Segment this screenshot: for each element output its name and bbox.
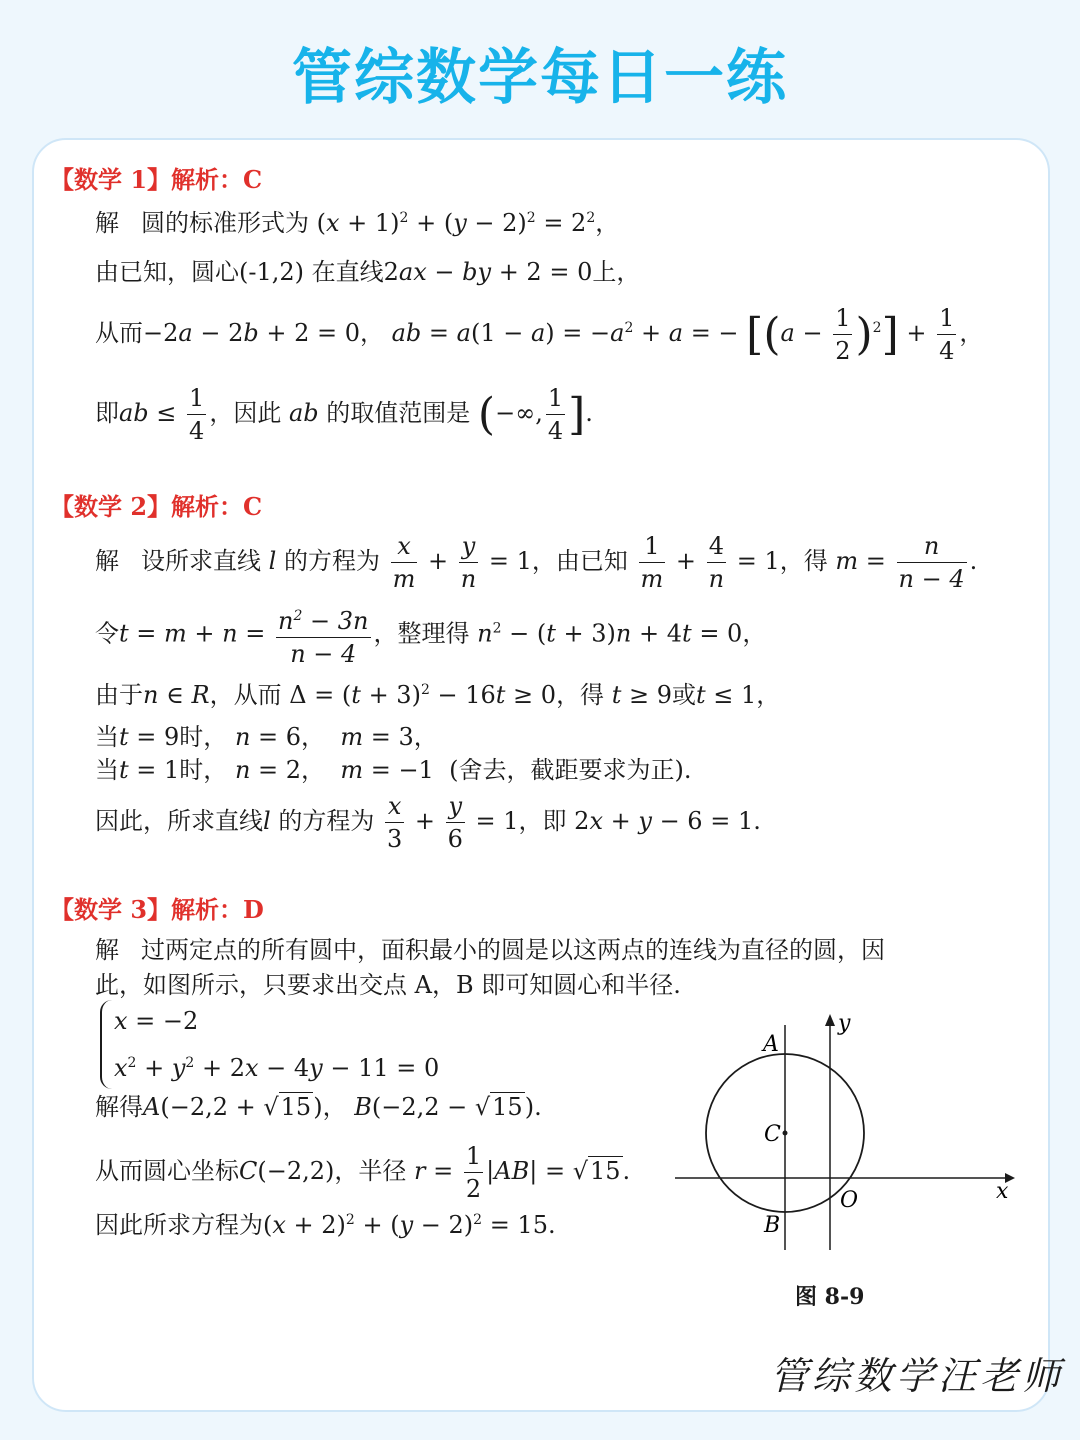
p1-line-1: 解 圆的标准形式为 $(x + 1)^2 + (y - 2)^2 = 2^2$， xyxy=(95,209,620,237)
p2-line-2: 令t = m + n = $\frac{n^2 - 3n}{n - 4}$ ，整理得 $n^2 - (t + 3)n + 4t = 0$， xyxy=(95,600,766,670)
problem-3-header: 【数学 3】解析：D xyxy=(50,895,264,924)
p2-line-4: 当t = 9时， n = 6， m = 3， xyxy=(95,723,438,751)
label-A: A xyxy=(763,1032,779,1057)
y-axis-arrow xyxy=(825,1014,835,1026)
p3-line-2: 此，如图所示，只要求出交点 A，B 即可知圆心和半径. xyxy=(95,971,681,999)
p1-line-2: 由已知，圆心(-1,2) 在直线2ax − by + 2 = 0上， xyxy=(95,258,641,286)
p3-line-5: 因此所求方程为$(x + 2)^2 + (y - 2)^2 = 15$. xyxy=(95,1211,556,1239)
label-O: O xyxy=(840,1188,859,1213)
label-C: C xyxy=(764,1122,781,1147)
figure-caption: 图 8-9 xyxy=(795,1284,865,1310)
center-point xyxy=(783,1131,788,1136)
p3-line-3: 解得A(−2,2 + √15)， B(−2,2 − √15). xyxy=(95,1093,542,1121)
p2-line-6: 因此，所求直线l 的方程为 $\frac{x}{3}$ + $\frac{y}{6}$ = 1，即 2x + y − 6 = 1. xyxy=(95,792,761,853)
label-x: x xyxy=(996,1179,1009,1204)
p3-line-4: 从而圆心坐标C(−2,2)，半径 r = $\frac{1}{2}$ |AB| = √15. xyxy=(95,1142,631,1203)
problem-2-header: 【数学 2】解析：C xyxy=(50,492,263,521)
p2-line-3: 由于n ∈ R，从而 $\Delta = (t + 3)^2 - 16t \ge 0$，得 t ≥ 9或t ≤ 1， xyxy=(95,681,781,709)
p1-line-4: 即ab ≤ $\frac{1}{4}$ ，因此 ab 的取值范围是 (−∞, $\frac{1}{4}$ ]. xyxy=(95,384,593,445)
p2-line-1: 解 设所求直线 l 的方程为 $\frac{x}{m}$ + $\frac{y}{n}$ = 1，由已知 $\frac{1}{m}$ + $\frac{4}{n}$ = 1，得 m = $\frac{n}{n - 4}$ . xyxy=(95,532,978,593)
p2-line-5: 当t = 1时， n = 2， m = −1 (舍去，截距要求为正). xyxy=(95,756,692,784)
p3-line-1: 解 过两定点的所有圆中，面积最小的圆是以这两点的连线为直径的圆，因 xyxy=(95,936,885,964)
page-title: 管综数学每日一练 xyxy=(292,43,788,113)
circle-figure xyxy=(660,1010,1020,1260)
p1-line-3: 从而−2a − 2b + 2 = 0， ab = $a(1 - a) = -a^2 + a$ = − [(a − $\frac{1}{2}$ )$^2$] + $\frac{1}{4}$ ， xyxy=(95,304,984,365)
label-y: y xyxy=(838,1011,851,1036)
equation-system: x = −2 $x^2 + y^2 + 2x - 4y - 11 = 0$ xyxy=(100,1000,439,1089)
label-B: B xyxy=(764,1213,781,1238)
problem-1-header: 【数学 1】解析：C xyxy=(50,165,263,194)
signature: 管综数学汪老师 xyxy=(770,1354,1065,1398)
